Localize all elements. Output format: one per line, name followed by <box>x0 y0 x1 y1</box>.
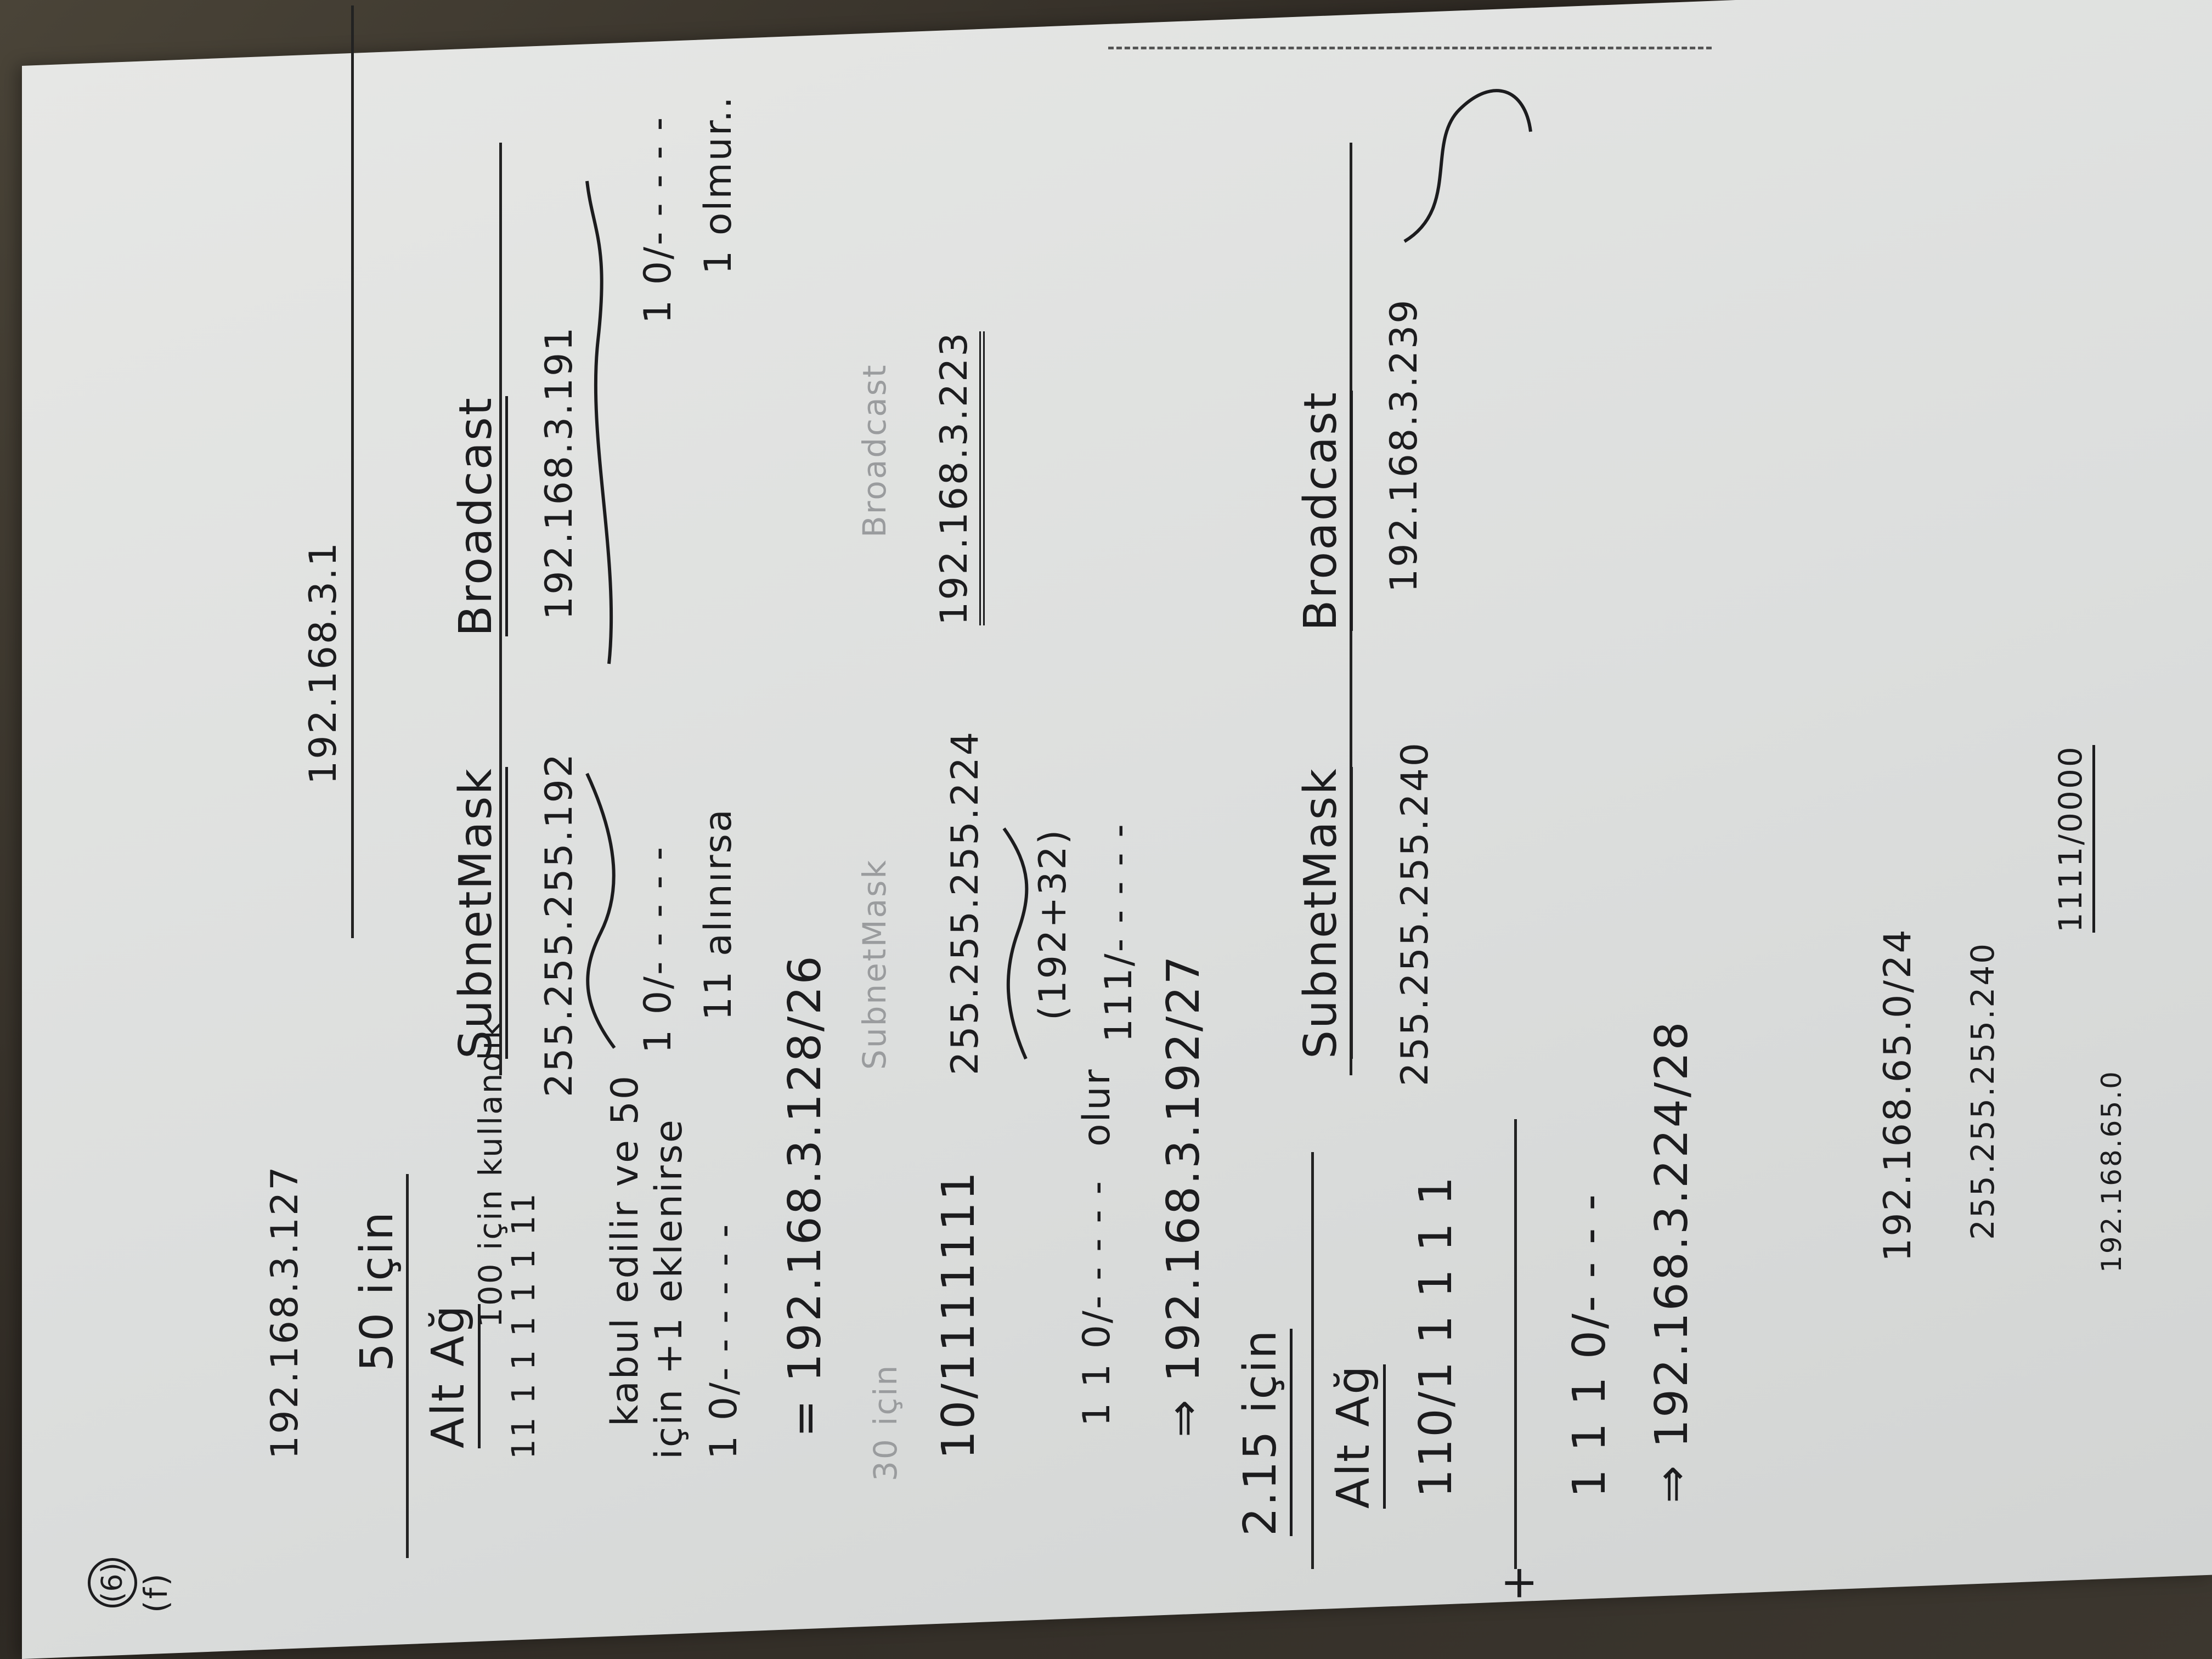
section15-col-subnet: Alt Ağ <box>1328 1364 1386 1509</box>
section30-broadcast-value: 192.168.3.223 <box>933 331 985 625</box>
section50-broadcast-bits: 1 0/- - - - - <box>636 115 680 324</box>
section15-mask-value: 255.255.255.240 <box>1393 741 1437 1086</box>
section15-bits-row2: 1 1 1 0/- - - - <box>1564 1192 1616 1498</box>
bottom-address: 192.168.65.0 <box>2096 1070 2128 1273</box>
section50-mask-bits: 1 0/- - - - - <box>636 845 680 1053</box>
bottom-mask: 255.255.255.240 <box>1964 941 2001 1240</box>
section50-broadcast-brace <box>576 176 625 669</box>
section50-mask-value: 255.255.255.192 <box>538 752 581 1097</box>
page-number-text: (6) <box>96 1562 129 1603</box>
corner-mark: (f) <box>137 1572 174 1613</box>
section30-olur: olur <box>1075 1068 1119 1147</box>
section30-faint-label: 30 için <box>867 1363 904 1481</box>
section50-result: = 192.168.3.128/26 <box>779 954 831 1437</box>
section15-arrow-curve <box>1393 55 1536 252</box>
section15-col-mask: SubnetMask <box>1295 767 1353 1059</box>
section30-mask-brace <box>993 823 1037 1064</box>
section15-plus: + <box>1492 1562 1544 1602</box>
section50-broadcast-note: 1 olmur.. <box>697 95 740 274</box>
section30-mask-note: (192+32) <box>1031 828 1075 1020</box>
section30-faint-broadcast: Broadcast <box>856 363 893 538</box>
address-right: 192.168.3.1 <box>302 541 345 785</box>
page-number-badge <box>88 1558 137 1607</box>
section50-col-mask: SubnetMask <box>450 767 508 1059</box>
section50-broadcast-value: 192.168.3.191 <box>538 325 581 620</box>
section15-broadcast-value: 192.168.3.239 <box>1383 298 1426 592</box>
bottom-network: 192.168.65.0/24 <box>1876 928 1920 1262</box>
section15-sum-rule <box>1514 1119 1517 1569</box>
section15-heading: 2.15 için <box>1234 1329 1293 1536</box>
section15-bits-row: 110/1 1 1 1 1 <box>1410 1175 1462 1498</box>
section50-heading-rule <box>406 1174 409 1558</box>
section50-mask-brace <box>576 768 625 1053</box>
section30-bits-row2: 1 1 0/- - - - - <box>1075 1179 1119 1426</box>
section30-bits-row: 10/1111111 <box>933 1170 985 1459</box>
section30-mask-value: 255.255.255.224 <box>944 730 987 1075</box>
section50-note3: için +1 eklenirse <box>647 1118 691 1459</box>
section50-col-broadcast: Broadcast <box>450 396 508 636</box>
section50-note1: 100 için kullandık <box>472 1019 509 1328</box>
section30-mask-bits: 111/- - - - - <box>1097 822 1141 1042</box>
section50-heading: 50 için <box>351 1210 403 1372</box>
section15-col-broadcast: Broadcast <box>1295 391 1353 631</box>
section50-bits-row: 1 0/- - - - - - <box>702 1222 746 1459</box>
page-edge-rule <box>1108 47 1712 49</box>
address-range-end: 192.168.3.127 <box>263 1165 307 1459</box>
section50-mask-note: 11 alınırsa <box>697 808 740 1020</box>
section50-col-subnet: Alt Ağ <box>422 1304 481 1448</box>
section30-faint-subnet: SubnetMask <box>856 859 893 1070</box>
top-rule <box>351 5 354 938</box>
section15-result: ⇒ 192.168.3.224/28 <box>1646 1020 1698 1503</box>
handwritten-notes <box>66 55 2205 1624</box>
section15-heading-rule <box>1311 1152 1314 1569</box>
section30-result: ⇒ 192.168.3.192/27 <box>1158 954 1210 1437</box>
bottom-bits: 1111/0000 <box>2052 745 2095 933</box>
section50-ones-row: 11 1 1 1 1 1 11 <box>505 1192 542 1459</box>
section50-note2: kabul edilir ve 50 <box>603 1074 647 1426</box>
